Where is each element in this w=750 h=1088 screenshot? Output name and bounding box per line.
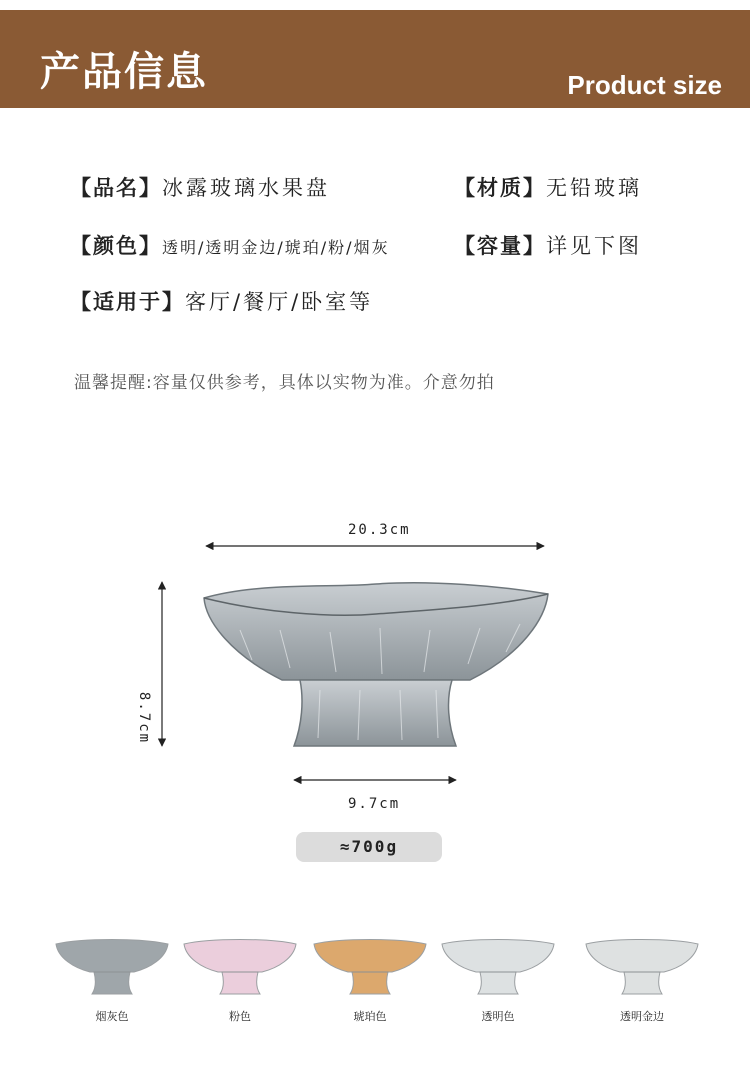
spec-color-value: 透明/透明金边/琥珀/粉/烟灰 bbox=[162, 238, 390, 257]
spec-capacity-key: 【容量】 bbox=[454, 234, 546, 258]
variant-bowl-image bbox=[52, 936, 172, 998]
bowl-icon bbox=[582, 936, 702, 998]
variant-label: 粉色 bbox=[229, 1010, 251, 1023]
variant-bowl-image bbox=[438, 936, 558, 998]
variant-label: 琥珀色 bbox=[353, 1010, 387, 1023]
glass-bowl-image bbox=[204, 583, 548, 746]
base-width-label: 9.7cm bbox=[348, 796, 401, 812]
reminder-note: 温馨提醒:容量仅供参考，具体以实物为准。介意勿拍 bbox=[74, 373, 495, 393]
height-label: 8.7cm bbox=[136, 691, 153, 745]
spec-material-key: 【材质】 bbox=[454, 176, 546, 200]
bowl-icon bbox=[52, 936, 172, 998]
spec-usage-key: 【适用于】 bbox=[70, 290, 185, 314]
weight-badge: ≈700g bbox=[296, 832, 442, 862]
variant-label: 透明色 bbox=[481, 1010, 515, 1023]
variant-bowl-image bbox=[582, 936, 702, 998]
bowl-icon bbox=[310, 936, 430, 998]
spec-color-key: 【颜色】 bbox=[70, 234, 162, 258]
top-width-label: 20.3cm bbox=[348, 522, 411, 538]
variant-label: 烟灰色 bbox=[95, 1010, 129, 1023]
variant-label: 透明金边 bbox=[620, 1010, 664, 1023]
bowl-icon bbox=[180, 936, 300, 998]
header-title: 产品信息 bbox=[40, 49, 208, 95]
spec-name-value: 冰露玻璃水果盘 bbox=[162, 176, 330, 200]
spec-usage-value: 客厅/餐厅/卧室等 bbox=[185, 290, 374, 314]
bowl-icon bbox=[438, 936, 558, 998]
spec-name-key: 【品名】 bbox=[70, 176, 162, 200]
spec-capacity-value: 详见下图 bbox=[546, 234, 642, 258]
variant-bowl-image bbox=[310, 936, 430, 998]
header-subtitle: Product size bbox=[567, 70, 722, 100]
spec-material-value: 无铅玻璃 bbox=[546, 176, 642, 200]
variant-bowl-image bbox=[180, 936, 300, 998]
